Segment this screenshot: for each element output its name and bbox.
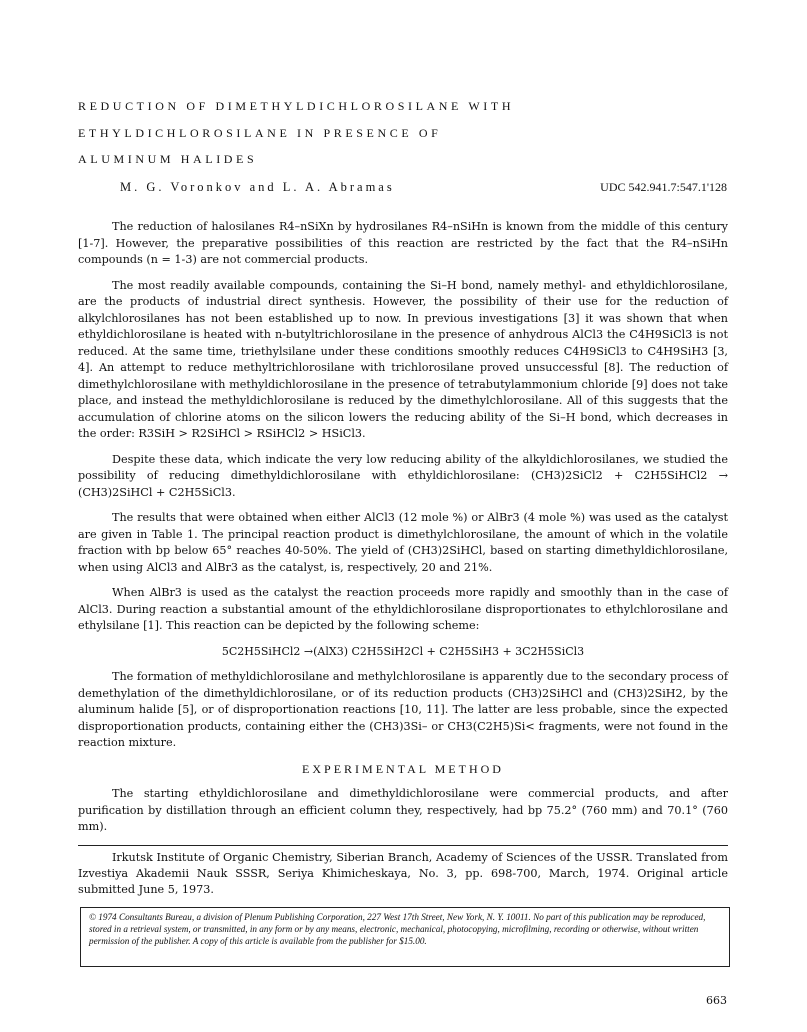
paragraph-3: Despite these data, which indicate the very low reducing ability of the alkyldichlorosilanes, we studied the possibility of reducing dimethyldichlorosilane with ethyldichlorosilane: (CH3)2SiCl2 + C2H5SiHCl2 → (CH3)2SiHCl + C2H5SiCl3. <box>78 452 728 499</box>
copyright-text: © 1974 Consultants Bureau, a division of Plenum Publishing Corporation, 227 West 17th Street, New York, N. Y. 10011. No part of this publication may be reproduced, stored in a retrieval system, or transmitted, in any form or by any means, electronic, mechanical, photocopying, microfilming, recording or otherwise, without written permission of the publisher. A copy of this article is available from the publisher for $15.00. <box>89 912 706 947</box>
footnote-rule <box>78 845 728 846</box>
title-line-2: ETHYLDICHLOROSILANE IN PRESENCE OF <box>78 126 442 140</box>
page-number: 663 <box>706 994 727 1007</box>
section-heading: EXPERIMENTAL METHOD <box>302 761 504 776</box>
article-body <box>78 219 728 845</box>
paragraph-1: The reduction of halosilanes R4–nSiXn by hydrosilanes R4–nSiHn is known from the middle of this century [1-7]. However, the preparative possibilities of this reaction are restricted by the fact that the R4–nSiHn compounds (n = 1-3) are not commercial products. <box>78 220 728 266</box>
copyright-box <box>80 907 730 967</box>
authors: M. G. Voronkov and L. A. Abramas <box>120 180 395 194</box>
affiliation-footnote <box>78 850 728 898</box>
udc-code: UDC 542.941.7:547.1'128 <box>600 180 727 194</box>
paragraph-2: The most readily available compounds, containing the Si–H bond, namely methyl- and ethyldichlorosilane, are the products of industrial direct synthesis. However, the possibility of their use for the reduction of alkylchlorosilanes has not been established up to now. In previous investigations [3] it was shown that when ethyldichlorosilane is heated with n-butyltrichlorosilane in the presence of anhydrous AlCl3 the C4H9SiCl3 is not reduced. At the same time, triethylsilane under these conditions smoothly reduces C4H9SiCl3 to C4H9SiH3 [3, 4]. An attempt to reduce methyltrichlorosilane with trichlorosilane proved unsuccessful [8]. The reduction of dimethylchlorosilane with methyldichlorosilane in the presence of tetrabutylammonium chloride [9] does not take place, and instead the methyldichlorosilane is reduced by the dimethylchlorosilane. All of this suggests that the accumulation of chlorine atoms on the silicon lowers the reducing ability of the Si–H bond, which decreases in the order: R3SiH > R2SiHCl > RSiHCl2 > HSiCl3. <box>78 278 728 440</box>
affiliation-text: Irkutsk Institute of Organic Chemistry, Siberian Branch, Academy of Sciences of the USSR. Translated from Izvestiya Akademii Nauk SSSR, Seriya Khimicheskaya, No. 3, pp. 698-700, March, 1974. Original article submitted June 5, 1973. <box>78 851 728 896</box>
paragraph-5: When AlBr3 is used as the catalyst the reaction proceeds more rapidly and smoothly than in the case of AlCl3. During reaction a substantial amount of the ethyldichlorosilane disproportionates to ethylchlorosilane and ethylsilane [1]. This reaction can be depicted by the following scheme: <box>78 586 728 632</box>
reaction-equation: 5C2H5SiHCl2 →(AlX3) C2H5SiH2Cl + C2H5SiH3 + 3C2H5SiCl3 <box>221 644 585 658</box>
paragraph-7: The starting ethyldichlorosilane and dimethyldichlorosilane were commercial products, and after purification by distillation through an efficient column they, respectively, had bp 75.2° (760 mm) and 70.1° (760 mm). <box>78 787 728 833</box>
paragraph-6: The formation of methyldichlorosilane and methylchlorosilane is apparently due to the secondary process of demethylation of the dimethyldichlorosilane, or of its reduction products (CH3)2SiHCl and (CH3)2SiH2, by the aluminum halide [5], or of disproportionation reactions [10, 11]. The latter are less probable, since the expected disproportionation products, containing either the (CH3)3Si– or CH3(C2H5)Si< fragments, were not found in the reaction mixture. <box>78 670 728 749</box>
title-line-1: REDUCTION OF DIMETHYLDICHLOROSILANE WITH <box>78 99 515 113</box>
title-line-3: ALUMINUM HALIDES <box>78 152 258 166</box>
paragraph-4: The results that were obtained when either AlCl3 (12 mole %) or AlBr3 (4 mole %) was used as the catalyst are given in Table 1. The principal reaction product is dimethylchlorosilane, the amount of which in the volatile fraction with bp below 65° reaches 40-50%. The yield of (CH3)2SiHCl, based on starting dimethyldichlorosilane, when using AlCl3 and AlBr3 as the catalyst, is, respectively, 20 and 21%. <box>78 511 728 574</box>
